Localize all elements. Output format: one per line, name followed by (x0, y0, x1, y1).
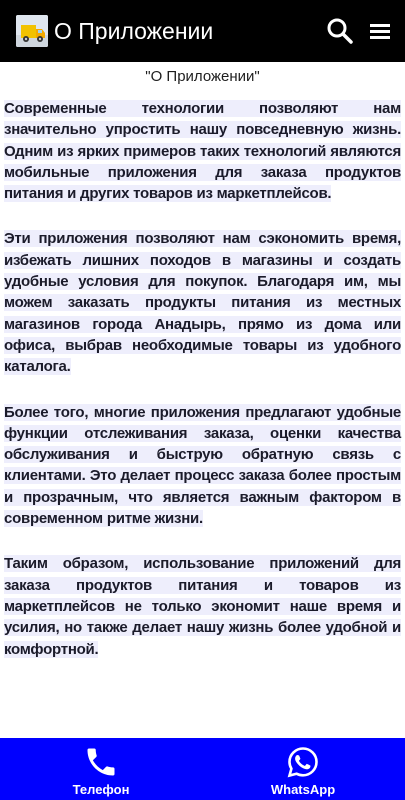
app-bar (0, 0, 405, 62)
paragraph-2 (4, 228, 401, 377)
paragraph-3 (4, 402, 401, 530)
paragraph-text: Более того, многие приложения предлагают удобные функции отслеживания заказа, оценки качества обслуживания и быструю обратную связь с клиентами. Это делает процесс заказа более простым и прозрачным, что является важным фактором в современном ритме жизни. (4, 403, 401, 528)
whatsapp-button[interactable] (233, 738, 373, 800)
paragraph-text: Современные технологии позволяют нам значительно упростить нашу повседневную жизнь. Одним из ярких примеров таких технологий являются мобильные приложения для заказа продуктов питания и других товаров из маркетплейсов. (4, 100, 401, 203)
about-content (4, 62, 401, 684)
hamburger-menu-icon[interactable] (368, 19, 392, 43)
bottom-navigation (0, 738, 405, 800)
app-title: О Приложении (54, 18, 214, 44)
whatsapp-icon (285, 744, 321, 780)
paragraph-1 (4, 98, 401, 204)
phone-icon (83, 744, 119, 780)
paragraph-text: Таким образом, использование приложений для заказа продуктов питания и товаров из маркетплейсов не только экономит наше время и усилия, но также делает нашу жизнь более удобной и комфортной. (4, 555, 401, 658)
search-icon[interactable] (326, 17, 354, 45)
phone-button[interactable] (31, 738, 171, 800)
phone-label: Телефон (72, 782, 130, 797)
delivery-truck-logo-icon (16, 15, 48, 47)
page-heading: "О Приложении" (145, 68, 260, 85)
whatsapp-label: WhatsApp (270, 782, 336, 797)
paragraph-4 (4, 553, 401, 659)
paragraph-text: Эти приложения позволяют нам сэкономить время, избежать лишних походов в магазины и создать удобные условия для покупок. Благодаря им, мы можем заказать продукты питания из местных магазинов города Анадырь, прямо из дома или офиса, выбрав необходимые товары из удобного каталога. (4, 230, 401, 376)
